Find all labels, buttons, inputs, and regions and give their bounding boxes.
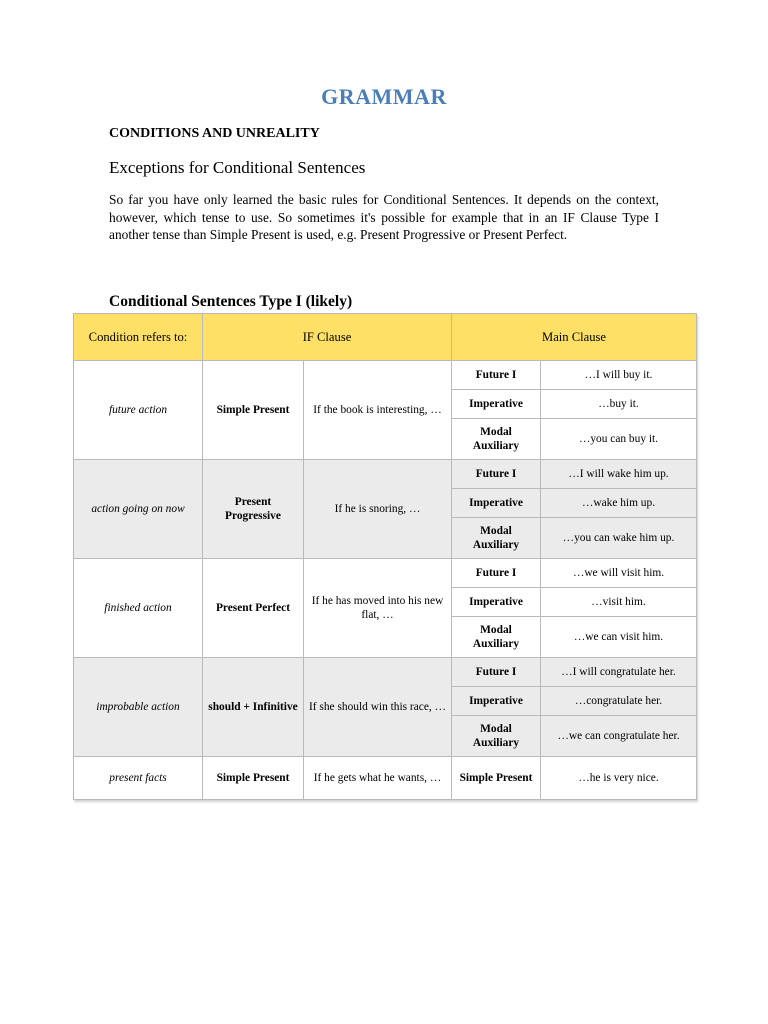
page-title: GRAMMAR bbox=[321, 84, 447, 109]
table-title: Conditional Sentences Type I (likely) bbox=[109, 293, 353, 310]
main-type-cell: Modal Auxiliary bbox=[452, 518, 541, 559]
main-type-cell: Future I bbox=[452, 460, 541, 489]
section-heading: CONDITIONS AND UNREALITY bbox=[109, 126, 320, 141]
header-if-clause: IF Clause bbox=[203, 314, 452, 361]
example-cell: If she should win this race, … bbox=[304, 658, 452, 757]
main-result-cell: …congratulate her. bbox=[541, 687, 697, 716]
header-condition: Condition refers to: bbox=[74, 314, 203, 361]
main-type-cell: Imperative bbox=[452, 489, 541, 518]
main-result-cell: …you can buy it. bbox=[541, 419, 697, 460]
subheading: Exceptions for Conditional Sentences bbox=[109, 158, 366, 177]
main-type-cell: Future I bbox=[452, 559, 541, 588]
main-result-cell: …you can wake him up. bbox=[541, 518, 697, 559]
tense-cell: Present Perfect bbox=[203, 559, 304, 658]
tense-cell: Simple Present bbox=[203, 757, 304, 800]
main-result-cell: …visit him. bbox=[541, 588, 697, 617]
main-result-cell: …I will buy it. bbox=[541, 361, 697, 390]
main-result-cell: …he is very nice. bbox=[541, 757, 697, 800]
main-type-cell: Modal Auxiliary bbox=[452, 716, 541, 757]
table-row bbox=[74, 757, 697, 800]
main-type-cell: Modal Auxiliary bbox=[452, 419, 541, 460]
condition-cell: future action bbox=[74, 361, 203, 460]
main-type-cell: Imperative bbox=[452, 687, 541, 716]
example-cell: If he is snoring, … bbox=[304, 460, 452, 559]
main-result-cell: …we can visit him. bbox=[541, 617, 697, 658]
main-result-cell: …I will wake him up. bbox=[541, 460, 697, 489]
intro-paragraph: So far you have only learned the basic rules for Conditional Sentences. It depends on the context, however, which tense to use. So sometimes it's possible for example that in an IF Clause Type I another tense than Simple Present is used, e.g. Present Progressive or Present Perfect. bbox=[109, 192, 659, 242]
main-type-cell: Simple Present bbox=[452, 757, 541, 800]
condition-cell: present facts bbox=[74, 757, 203, 800]
header-main-clause: Main Clause bbox=[452, 314, 697, 361]
main-type-cell: Imperative bbox=[452, 390, 541, 419]
main-type-cell: Future I bbox=[452, 658, 541, 687]
main-type-cell: Modal Auxiliary bbox=[452, 617, 541, 658]
condition-cell: finished action bbox=[74, 559, 203, 658]
table-row bbox=[74, 658, 697, 687]
main-type-cell: Future I bbox=[452, 361, 541, 390]
main-result-cell: …we can congratulate her. bbox=[541, 716, 697, 757]
main-result-cell: …we will visit him. bbox=[541, 559, 697, 588]
example-cell: If the book is interesting, … bbox=[304, 361, 452, 460]
main-type-cell: Imperative bbox=[452, 588, 541, 617]
condition-cell: improbable action bbox=[74, 658, 203, 757]
table-row bbox=[74, 460, 697, 489]
main-result-cell: …buy it. bbox=[541, 390, 697, 419]
main-result-cell: …I will congratulate her. bbox=[541, 658, 697, 687]
table-row bbox=[74, 361, 697, 390]
tense-cell: Present Progressive bbox=[203, 460, 304, 559]
table-header-row bbox=[74, 314, 697, 361]
conditional-table bbox=[73, 313, 697, 800]
tense-cell: should + Infinitive bbox=[203, 658, 304, 757]
table-row bbox=[74, 559, 697, 588]
example-cell: If he has moved into his new flat, … bbox=[304, 559, 452, 658]
main-result-cell: …wake him up. bbox=[541, 489, 697, 518]
condition-cell: action going on now bbox=[74, 460, 203, 559]
example-cell: If he gets what he wants, … bbox=[304, 757, 452, 800]
tense-cell: Simple Present bbox=[203, 361, 304, 460]
